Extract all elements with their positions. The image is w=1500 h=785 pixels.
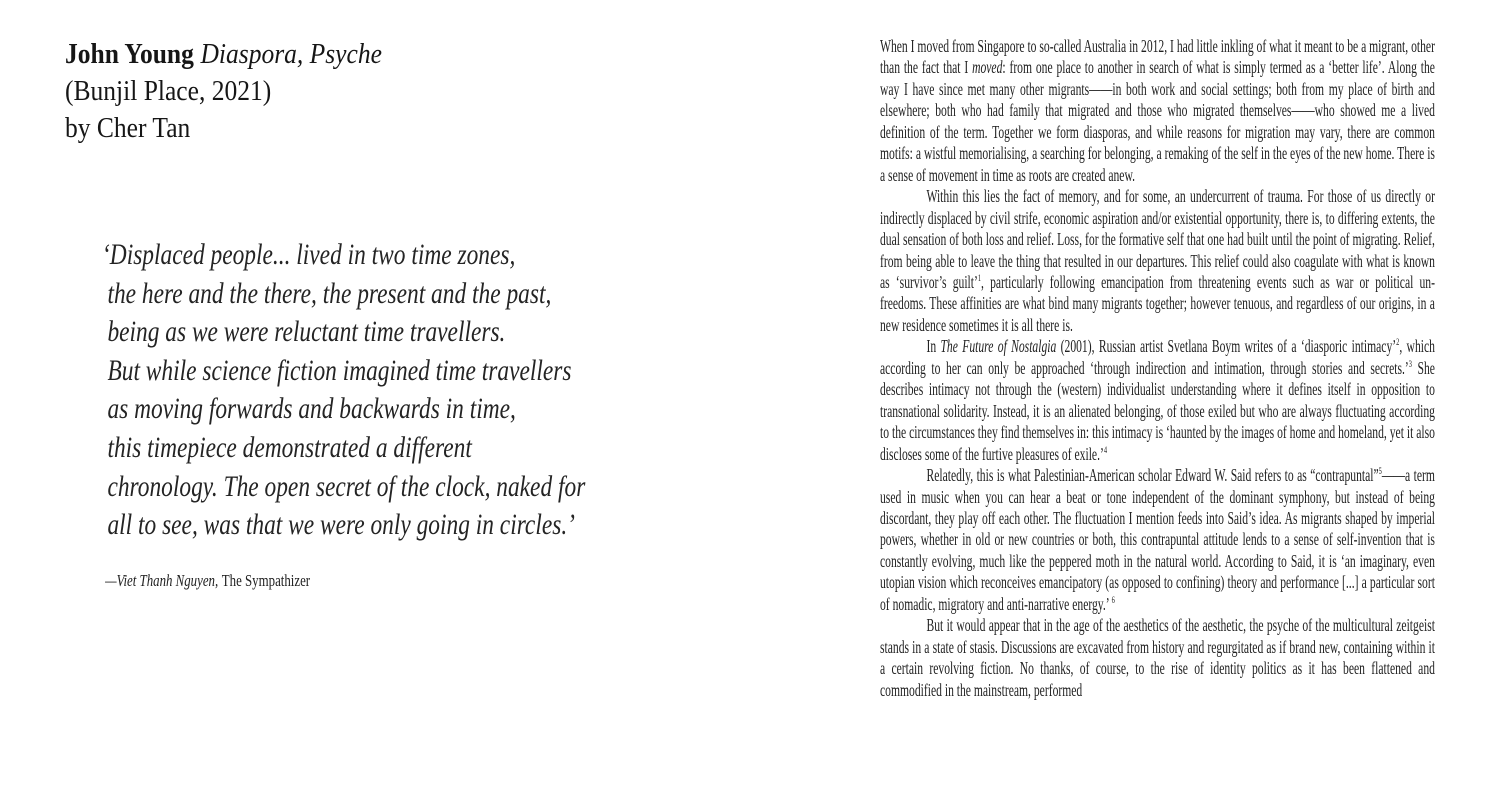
essay-text-column <box>880 36 1435 701</box>
essay-paragraph <box>880 36 1435 186</box>
footnote-ref: 2 <box>1396 337 1400 349</box>
footnote-ref: 6 <box>1111 594 1115 606</box>
quote-attribution <box>105 571 773 591</box>
attribution-dash: — <box>105 570 117 590</box>
text-run: : from one place to another in search of what is simply termed as a ‘better life’. Along the way I have since met many other migrants——in both work and social settings; both from my place of birth and elsewhere; both who had family that migrated and those who migrated themselves——who showed me a lived definition of the term. Together we form diasporas, and while reasons for migration may vary, there are common motifs: a wistful memorialising, a searching for belonging, a remaking of the self in the eyes of the new home. There is a sense of movement in time as roots are created anew. <box>880 57 1435 185</box>
essay-paragraph <box>880 336 1435 465</box>
quote-line: the here and the there, the present and the past, <box>107 276 552 310</box>
title-line-1 <box>65 36 558 73</box>
text-run: Relatedly, this is what Palestinian-American scholar Edward W. Said refers to as “contrapuntal” <box>926 465 1379 486</box>
essay-paragraph <box>880 186 1435 336</box>
essay-paragraph <box>880 615 1435 701</box>
text-run: moved <box>972 57 1003 78</box>
quote-line: this timepiece demonstrated a different <box>107 430 472 464</box>
title-byline: by Cher Tan <box>65 112 191 144</box>
footnote-ref: 3 <box>1408 358 1412 370</box>
quote-line: all to see, was that we were only going in circles.’ <box>107 508 575 542</box>
quote-line: chronology. The open secret of the clock, naked for <box>107 469 586 503</box>
title-author: John Young <box>65 38 194 70</box>
attribution-author: Viet Thanh Nguyen, <box>116 570 219 590</box>
text-run: , which according to her can only be approached ‘through indirection and intimation, through stories and secrets.’ <box>880 336 1435 378</box>
quote-line: being as we were reluctant time travellers. <box>107 315 506 349</box>
quote-line: as moving forwards and backwards in time, <box>107 392 516 426</box>
title-work: Diaspora, Psyche <box>200 38 382 70</box>
epigraph-quote <box>102 236 773 591</box>
essay-paragraph <box>880 465 1435 615</box>
text-run: (2001), Russian artist Svetlana Boym writes of a ‘diasporic intimacy’ <box>1056 336 1397 357</box>
text-run: She describes intimacy not through the (western) individualist understanding where it defines itself in opposition to transnational solidarity. Instead, it is an alienated belonging, of those exiled but who are always fluctuating according to the circumstances they find themselves in: this intimacy is ‘haunted by the images of home and homeland, yet it also discloses some of the furtive pleasures of exile.’ <box>880 357 1435 464</box>
footnote-ref: 1 <box>977 272 982 284</box>
footnote-ref: 4 <box>1103 444 1108 456</box>
text-run: Within this lies the fact of memory, and for some, an undercurrent of trauma. For those of us directly or indirectly displaced by civil strife, economic aspiration and/or existential opportunity, there is, to differing extents, the dual sensation of both loss and relief. Loss, for the formative self that one had built until the point of migrating. Relief, from being able to leave the thing that resulted in our departures. This relief could also coagulate with what is known as ‘survivor’s guilt’ <box>880 186 1435 292</box>
text-run: , particularly following emancipation from threatening events such as war or political un-freedoms. These affinities are what bind many migrants together; however tenuous, and regardless of our origins, in a new residence sometimes it is all there is. <box>880 271 1435 335</box>
footnote-ref: 5 <box>1378 466 1382 478</box>
text-run: When I moved from Singapore to so-called Australia in 2012, I had little inkling of what it meant to be a migrant, other than the fact that I <box>880 36 1435 78</box>
page-title <box>65 36 558 147</box>
text-run: ——a term used in music when you can hear a beat or tone independent of the dominant symphony, but instead of being discordant, they play off each other. The fluctuation I mention feeds into Said’s idea. As migrants shaped by imperial powers, whether in old or new countries or both, this contrapuntal attitude lends to a sense of self-invention that is constantly evolving, much like the peppered moth in the natural world. According to Said, it is ‘an imaginary, even utopian vision which reconceives emancipatory (as opposed to confining) theory and performance [...] a particular sort of nomadic, migratory and anti-narrative energy.’ <box>880 465 1435 614</box>
attribution-work-title: The Sympathizer <box>221 570 311 590</box>
text-run: In <box>926 336 941 357</box>
text-run: But it would appear that in the age of the aesthetics of the aesthetic, the psyche of the multicultural zeitgeist stands in a state of stasis. Discussions are excavated from history and regurgitated as if brand new, containing within it a certain revolving fiction. No thanks, of course, to the rise of identity politics as it has been flattened and commodified in the mainstream, performed <box>880 615 1435 700</box>
quote-line: But while science fiction imagined time travellers <box>107 353 572 387</box>
quote-line: ‘Displaced people... lived in two time zones, <box>102 238 516 271</box>
title-venue: (Bunjil Place, 2021) <box>65 75 272 107</box>
quote-lines <box>102 236 773 545</box>
text-run: The Future of Nostalgia <box>940 336 1057 357</box>
